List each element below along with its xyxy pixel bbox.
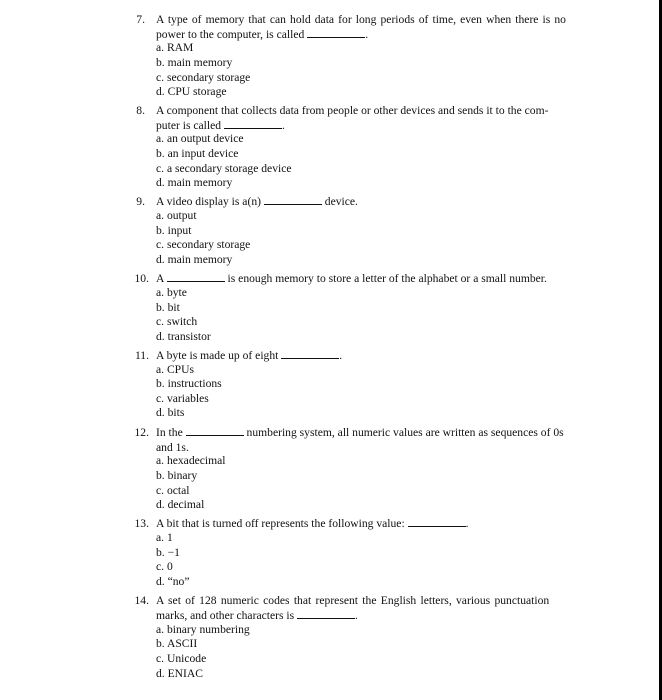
- option-b: b. ASCII: [156, 637, 198, 650]
- option-b: b. main memory: [156, 56, 233, 69]
- question-stem-line-1: A component that collects data from people or other devices and sends it to the com-: [156, 104, 549, 117]
- option-c: c. 0: [156, 560, 173, 573]
- question-number: 9.: [136, 195, 145, 208]
- option-c: c. secondary storage: [156, 238, 251, 251]
- option-c: c. switch: [156, 315, 198, 328]
- question-number: 14.: [134, 594, 149, 607]
- question-stem-line-2: power to the computer, is called .: [156, 28, 369, 41]
- option-b: b. bit: [156, 301, 180, 314]
- option-a: a. CPUs: [156, 363, 195, 376]
- question-number: 10.: [134, 272, 149, 285]
- question-stem-line-2: puter is called .: [156, 119, 285, 132]
- answer-blank: [264, 203, 322, 205]
- answer-blank: [186, 434, 244, 436]
- question-number: 13.: [134, 517, 149, 530]
- question-stem-line-1: A type of memory that can hold data for long periods of time, even when there is no: [156, 13, 566, 26]
- option-a: a. binary numbering: [156, 623, 250, 636]
- question-stem-line-2: marks, and other characters is .: [156, 609, 358, 622]
- question-number: 8.: [136, 104, 145, 117]
- question-number: 11.: [134, 349, 149, 362]
- option-d: d. main memory: [156, 253, 233, 266]
- option-c: c. variables: [156, 392, 209, 405]
- option-a: a. 1: [156, 531, 173, 544]
- option-c: c. secondary storage: [156, 71, 251, 84]
- answer-blank: [281, 357, 339, 359]
- question-number: 12.: [134, 426, 149, 439]
- option-b: b. −1: [156, 546, 180, 559]
- question-number: 7.: [136, 13, 145, 26]
- question-stem-line-1: A bit that is turned off represents the following value: .: [156, 517, 469, 530]
- option-d: d. bits: [156, 406, 185, 419]
- answer-blank: [297, 617, 355, 619]
- option-d: d. transistor: [156, 330, 211, 343]
- answer-blank: [167, 280, 225, 282]
- option-a: a. an output device: [156, 132, 244, 145]
- option-a: a. byte: [156, 286, 187, 299]
- option-b: b. input: [156, 224, 192, 237]
- option-a: a. hexadecimal: [156, 454, 226, 467]
- option-a: a. output: [156, 209, 197, 222]
- option-b: b. an input device: [156, 147, 239, 160]
- answer-blank: [224, 127, 282, 129]
- question-stem-line-1: A video display is a(n) device.: [156, 195, 358, 208]
- option-d: d. CPU storage: [156, 85, 227, 98]
- option-d: d. ENIAC: [156, 667, 204, 680]
- option-c: c. a secondary storage device: [156, 162, 292, 175]
- question-stem-line-1: A is enough memory to store a letter of the alphabet or a small number.: [156, 272, 547, 285]
- option-b: b. instructions: [156, 377, 222, 390]
- question-stem-line-1: A set of 128 numeric codes that represent the English letters, various punctuation: [156, 594, 550, 607]
- option-d: d. main memory: [156, 176, 233, 189]
- option-d: d. decimal: [156, 498, 205, 511]
- answer-blank: [408, 525, 466, 527]
- option-a: a. RAM: [156, 41, 194, 54]
- option-d: d. “no”: [156, 575, 190, 588]
- option-c: c. Unicode: [156, 652, 207, 665]
- option-c: c. octal: [156, 484, 190, 497]
- question-stem-line-2: and 1s.: [156, 441, 189, 454]
- question-stem-line-1: A byte is made up of eight .: [156, 349, 343, 362]
- question-stem-line-1: In the numbering system, all numeric values are written as sequences of 0s: [156, 426, 564, 439]
- option-b: b. binary: [156, 469, 198, 482]
- answer-blank: [307, 36, 365, 38]
